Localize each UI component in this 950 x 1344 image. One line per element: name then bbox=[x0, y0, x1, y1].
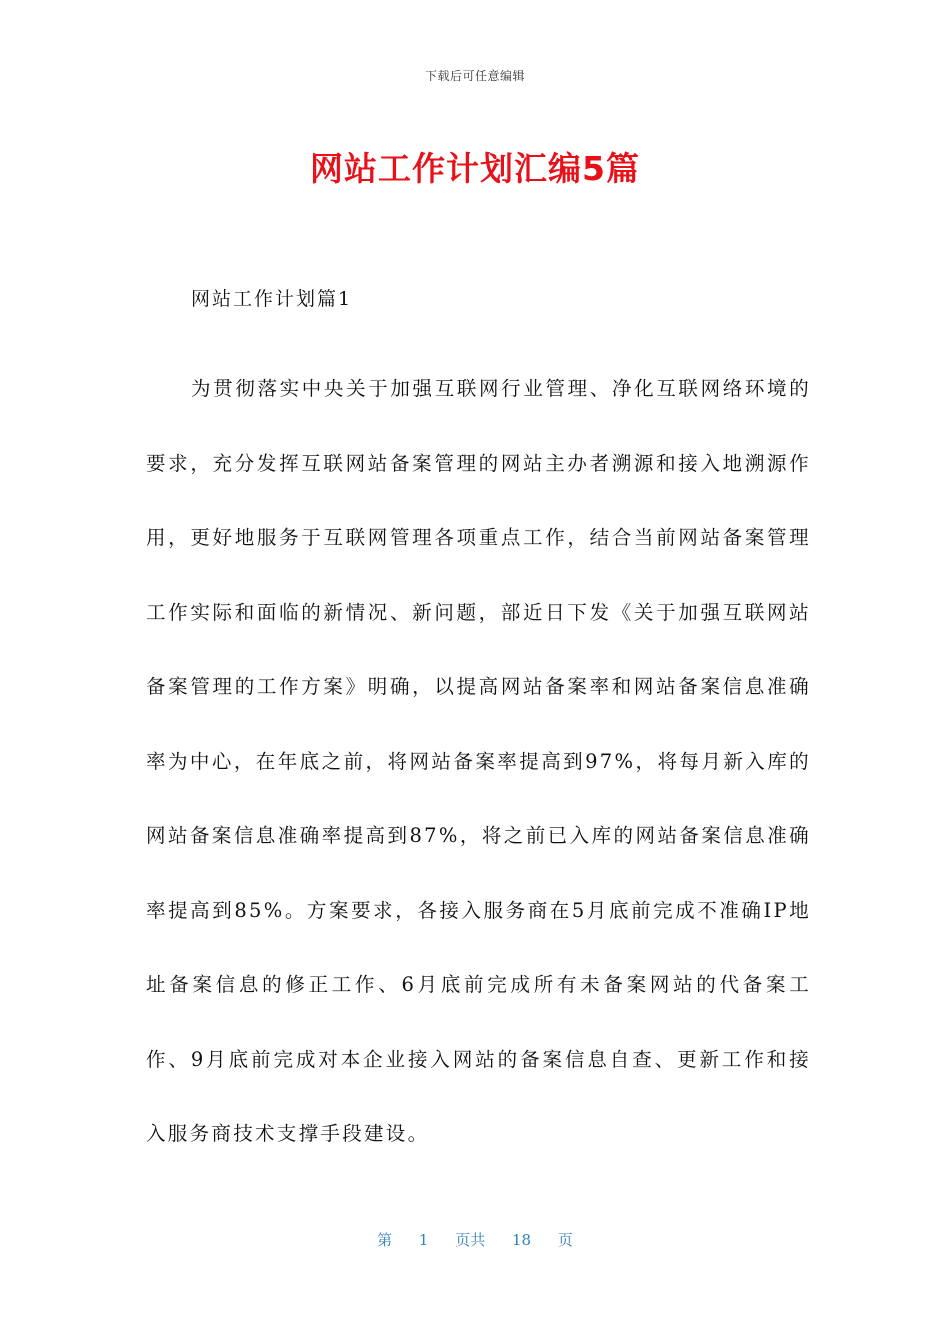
body-paragraph: 为贯彻落实中央关于加强互联网行业管理、净化互联网络环境的要求，充分发挥互联网站备案管理的网站主办者溯源和接入地溯源作用，更好地服务于互联网管理各项重点工作，结合当前网站备案管理工作实际和面临的新情况、新问题，部近日下发《关于加强互联网站备案管理的工作方案》明确，以提高网站备案率和网站备案信息准确率为中心，在年底之前，将网站备案率提高到97%，将每月新入库的网站备案信息准确率提高到87%，将之前已入库的网站备案信息准确率提高到85%。方案要求，各接入服务商在5月底前完成不准确IP地址备案信息的修正工作、6月底前完成所有未备案网站的代备案工作、9月底前完成对本企业接入网站的备案信息自查、更新工作和接入服务商技术支撑手段建设。 bbox=[146, 377, 811, 1145]
footer-prefix: 第 bbox=[377, 1231, 393, 1249]
footer-mid: 页共 bbox=[455, 1231, 486, 1249]
footer-suffix: 页 bbox=[557, 1231, 573, 1249]
header-note: 下载后可任意编辑 bbox=[424, 69, 525, 83]
document-title: 网站工作计划汇编5篇 bbox=[310, 149, 640, 188]
footer-current-page: 1 bbox=[418, 1231, 429, 1249]
footer-total-pages: 18 bbox=[512, 1231, 532, 1249]
page-footer bbox=[0, 1229, 950, 1250]
section-heading: 网站工作计划篇1 bbox=[191, 288, 353, 310]
